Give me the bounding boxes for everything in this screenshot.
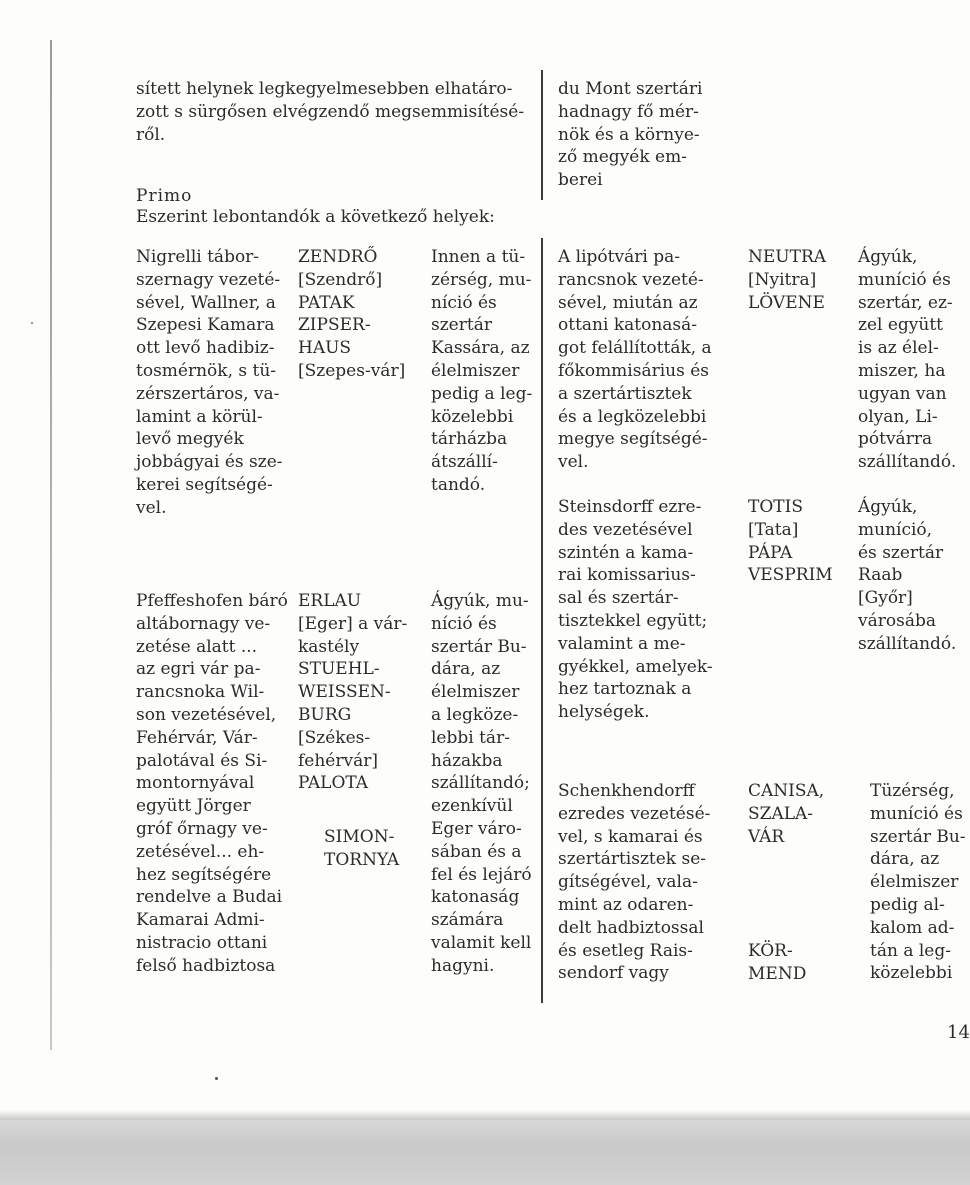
primo-subtitle: Eszerint lebontandók a következő helyek:: [136, 207, 495, 227]
row-responsible: Pfeffeshofen báró altábornagy ve- zetése alatt ... az egri vár pa- rancsnoka Wil- son vezetésével, Fehérvár, Vár- palotával és Si- montornyával együtt Jörger gróf őrnagy ve- zetésével... eh- hez segítségére rendelve a Budai Kamarai Admi- nistracio ottani felső hadbiztosa: [136, 591, 288, 976]
row-responsible: A lipótvári pa- rancsnok vezeté- sével, miután az ottani katonasá- got felállították, a főkommisárius és a szertártisztek és a legközelebbi megye segítségé- vel.: [558, 247, 712, 473]
row-responsible: Schenkhendorff ezredes vezetésé- vel, s kamarai és szertártisztek se- gítségével, vala- mint az odaren- delt hadbiztossal és esetleg Rais- sendorf vagy: [558, 781, 711, 984]
row-place-secondary: KÖR- MEND: [748, 941, 807, 984]
row-responsible: Nigrelli tábor- szernagy vezeté- sével, Wallner, a Szepesi Kamara ott levő hadibiz- tosmérnök, s tü- zérszertáros, va- lamint a körül- levő megyék jobbágyai és sze- kerei segítségé- vel.: [136, 247, 283, 518]
primo-heading: Primo: [136, 186, 193, 206]
row-place: TOTIS [Tata] PÁPA VESPRIM: [748, 497, 833, 586]
row-instruction: Tüzérség, muníció és szertár Bu- dára, az élelmiszer pedig al- kalom ad- tán a leg- közelebbi: [870, 781, 966, 984]
binding-shadow-line: [50, 40, 52, 1050]
row-instruction: Ágyúk, muníció, és szertár Raab [Győr] városába szállítandó.: [858, 497, 957, 654]
row-place: CANISA, SZALA- VÁR: [748, 781, 825, 847]
row-instruction: Ágyúk, muníció és szertár, ez- zel együtt is az élel- miszer, ha ugyan van olyan, Li- pótvárra szállítandó.: [858, 247, 957, 473]
scanner-bed: [0, 1120, 970, 1185]
intro-paragraph-right: du Mont szertári hadnagy fő mér- nök és a környe- ző megyék em- berei: [558, 79, 703, 191]
row-place: NEUTRA [Nyitra] LÖVENE: [748, 247, 827, 313]
row-responsible: Steinsdorff ezre- des vezetésével szintén a kama- rai komissarius- sal és szertár- tisztekkel együtt; valamint a me- gyékkel, amelyek- hez tartoznak a helységek.: [558, 497, 713, 723]
page-number: 14: [947, 1022, 970, 1043]
row-instruction: Innen a tü- zérség, mu- níció és szertár Kassára, az élelmiszer pedig a leg- közelebbi tárházba átszállí- tandó.: [431, 247, 533, 495]
speck: [31, 322, 33, 324]
speck: [215, 1077, 218, 1080]
row-place-secondary: SIMON- TORNYA: [324, 827, 400, 870]
row-instruction: Ágyúk, mu- níció és szertár Bu- dára, az élelmiszer a legköze- lebbi tár- házakba szállítandó; ezenkívül Eger váro- sában és a fel és lejáró katonaság számára valamit kell hagyni.: [431, 591, 532, 976]
column-divider: [541, 70, 543, 200]
column-divider: [541, 238, 543, 1003]
row-place: ZENDRŐ [Szendrő] PATAK ZIPSER- HAUS [Szepes-vár]: [298, 247, 406, 381]
row-place: ERLAU [Eger] a vár- kastély STUEHL- WEISSEN- BURG [Székes- fehérvár] PALOTA: [298, 591, 408, 794]
intro-paragraph-left: sített helynek legkegyelmesebben elhatáro- zott s sürgősen elvégzendő megsemmisítésé- ről.: [136, 79, 525, 145]
